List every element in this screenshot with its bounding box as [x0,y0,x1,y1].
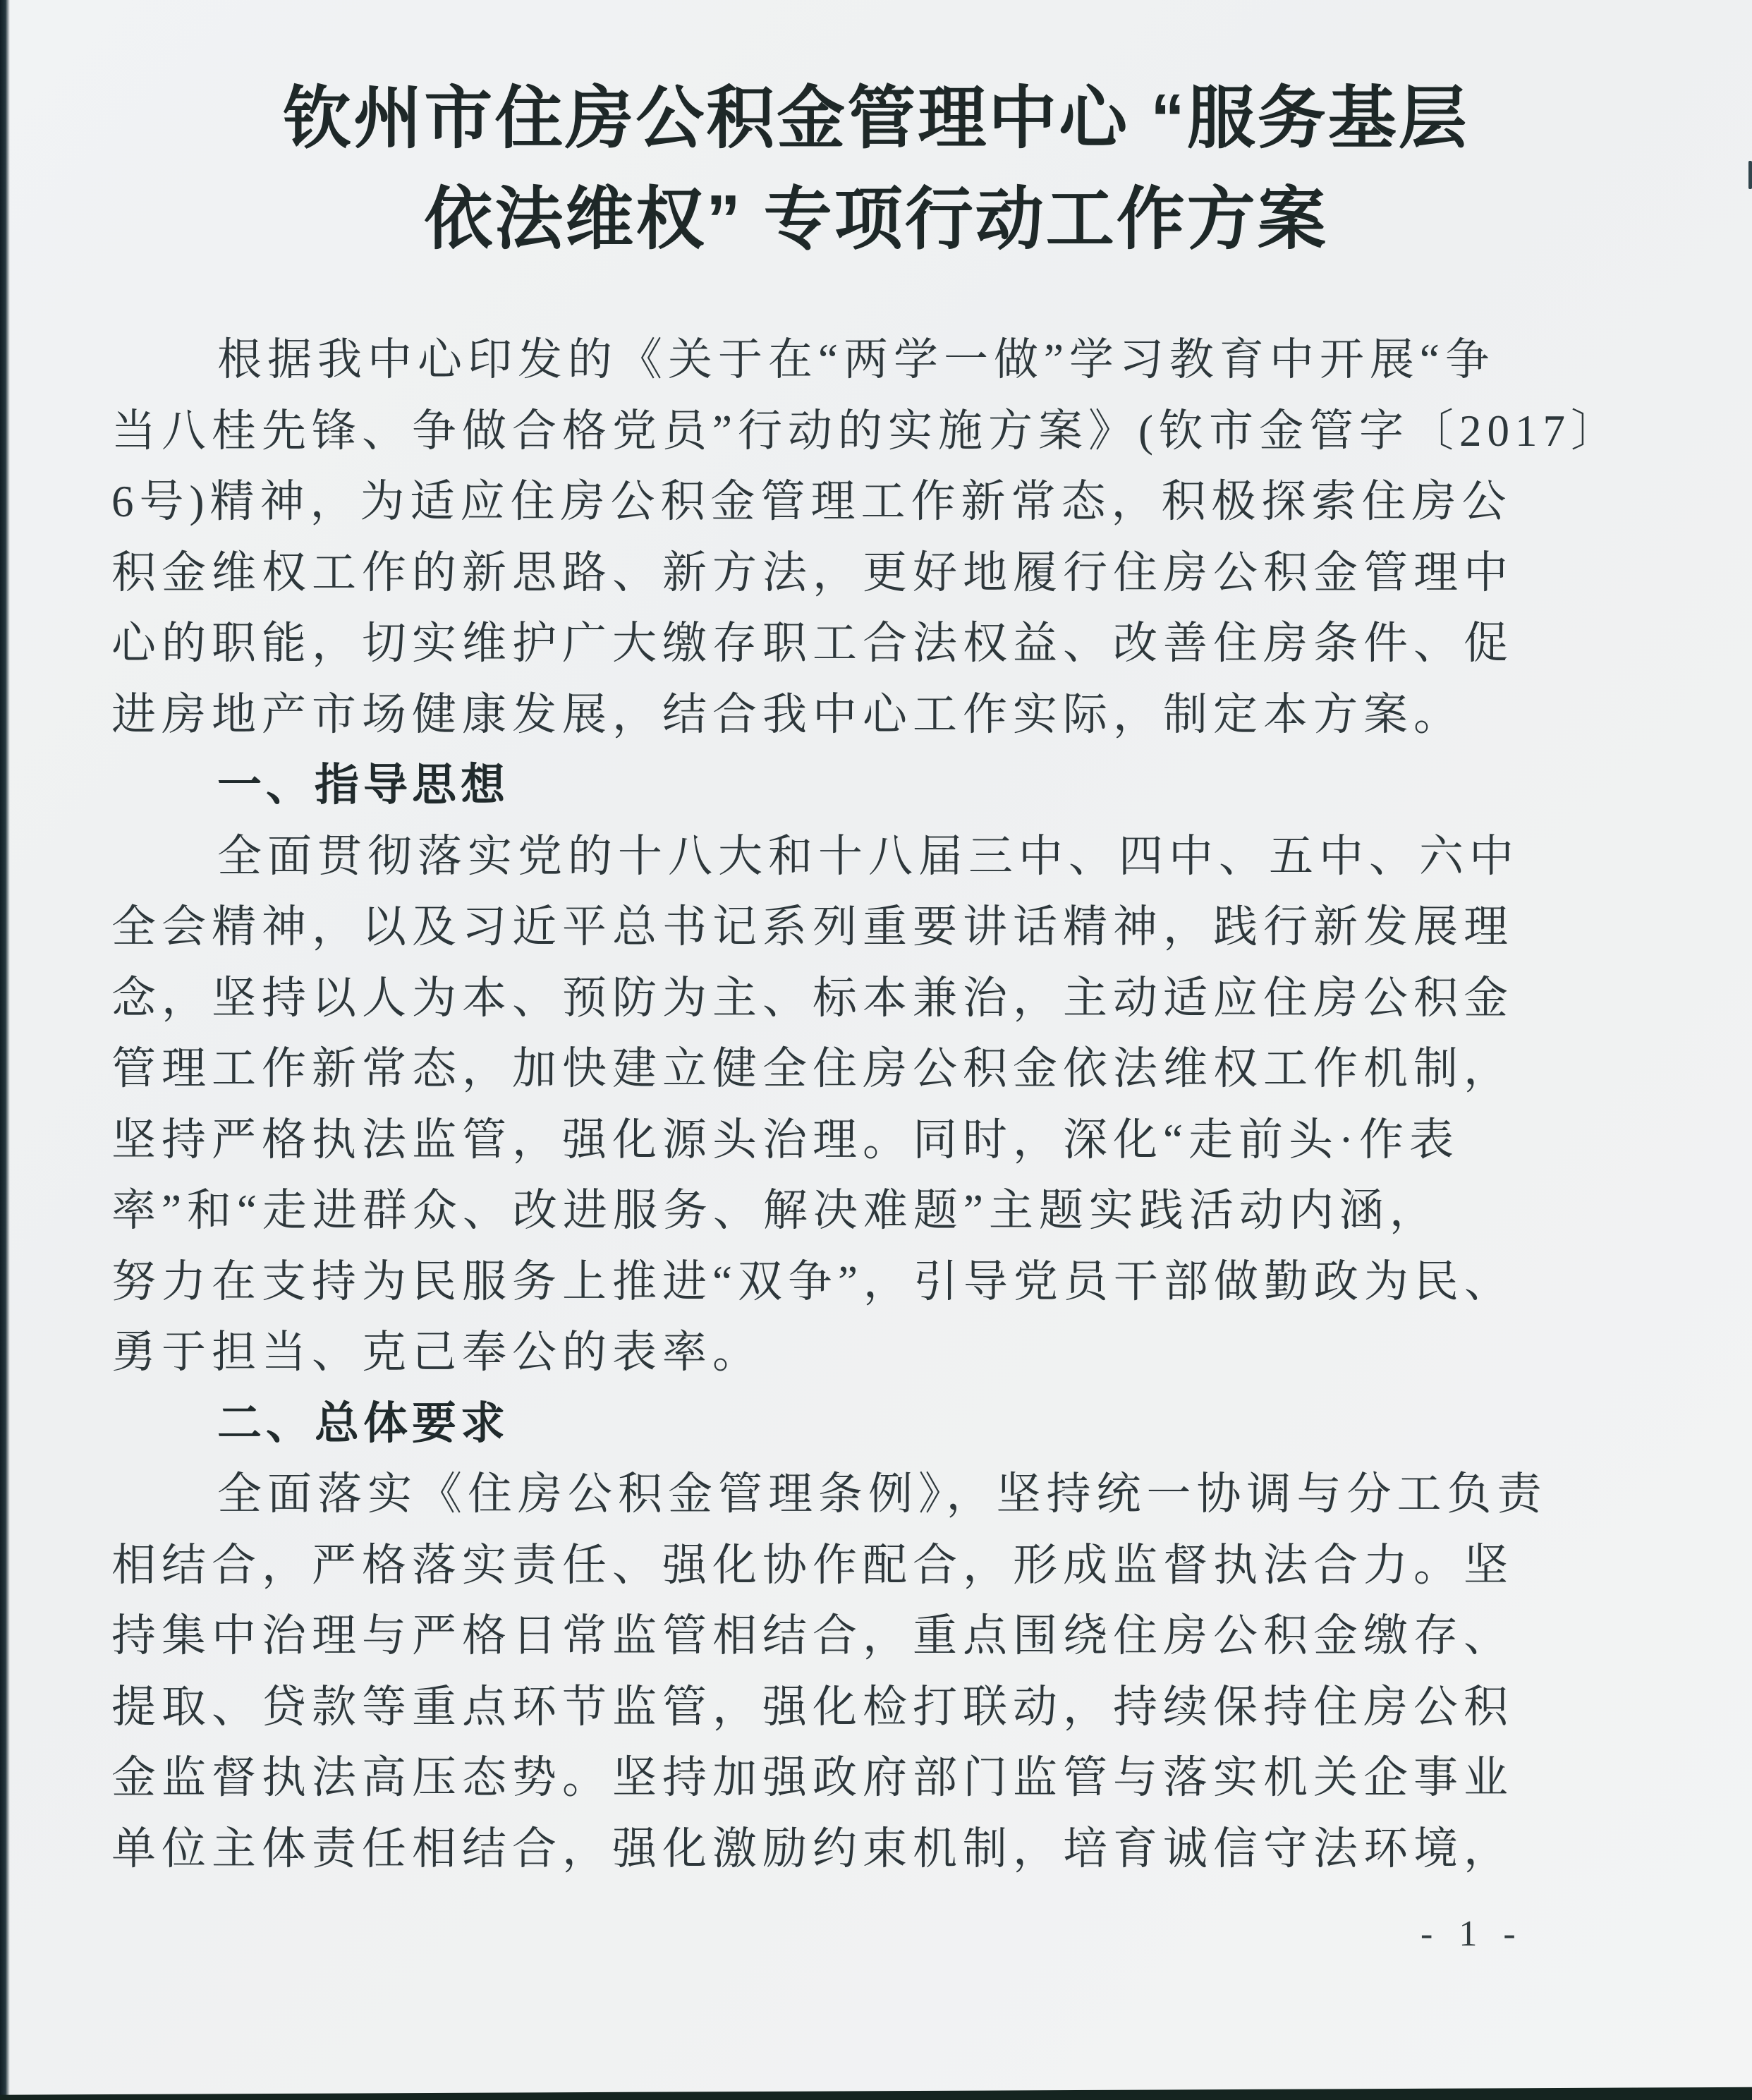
paragraph-line: 全面落实《住房公积金管理条例》，坚持统一协调与分工负责 [217,1469,1547,1519]
paragraph-line: 念，坚持以人为本、预防为主、标本兼治，主动适应住房公积金 [111,973,1514,1023]
paragraph-line: 当八桂先锋、争做合格党员”行动的实施方案》(钦市金管字〔2017〕 [111,406,1621,456]
document-title-line-1: 钦州市住房公积金管理中心 “服务基层 [283,80,1469,157]
paragraph-line: 努力在支持为民服务上推进“双争”，引导党员干部做勤政为民、 [111,1256,1514,1306]
paragraph-line: 管理工作新常态，加快建立健全住房公积金依法维权工作机制， [111,1044,1514,1093]
paragraph-line: 相结合，严格落实责任、强化协作配合，形成监督执法合力。坚 [111,1540,1514,1590]
paragraph-line: 全面贯彻落实党的十八大和十八届三中、四中、五中、六中 [217,831,1519,881]
section-heading: 一、指导思想 [217,760,509,810]
paragraph-line: 提取、贷款等重点环节监管，强化检打联动，持续保持住房公积 [111,1682,1514,1732]
paragraph-line: 坚持严格执法监管，强化源头治理。同时，深化“走前头·作表 [111,1115,1459,1165]
document-title-line-2: 依法维权” 专项行动工作方案 [424,181,1328,257]
scan-edge-artifact-left [0,0,10,2100]
paragraph-line: 积金维权工作的新思路、新方法，更好地履行住房公积金管理中 [111,547,1514,597]
paragraph-line: 6号)精神，为适应住房公积金管理工作新常态，积极探索住房公 [111,477,1512,526]
document-body [111,324,1649,1884]
paragraph-line: 全会精神，以及习近平总书记系列重要讲话精神，践行新发展理 [111,902,1514,952]
document-title [0,68,1752,269]
paragraph-line: 单位主体责任相结合，强化激励约束机制，培育诚信守法环境， [111,1823,1514,1874]
paragraph-line: 率”和“走进群众、改进服务、解决难题”主题实践活动内涵， [111,1186,1440,1235]
paragraph-line: 勇于担当、克己奉公的表率。 [111,1328,762,1377]
paragraph-line: 持集中治理与严格日常监管相结合，重点围绕住房公积金缴存、 [111,1611,1514,1661]
page-number: - 1 - [1421,1914,1524,1954]
paragraph-line: 进房地产市场健康发展，结合我中心工作实际，制定本方案。 [111,689,1464,739]
paragraph-line: 心的职能，切实维护广大缴存职工合法权益、改善住房条件、促 [111,619,1514,668]
paragraph-line: 根据我中心印发的《关于在“两学一做”学习教育中开展“争 [217,335,1495,384]
scan-edge-artifact-right [1748,161,1752,189]
scan-edge-artifact-bottom [0,2082,1752,2100]
section-heading: 二、总体要求 [217,1398,509,1448]
paragraph-line: 金监督执法高压态势。坚持加强政府部门监管与落实机关企事业 [111,1753,1514,1802]
